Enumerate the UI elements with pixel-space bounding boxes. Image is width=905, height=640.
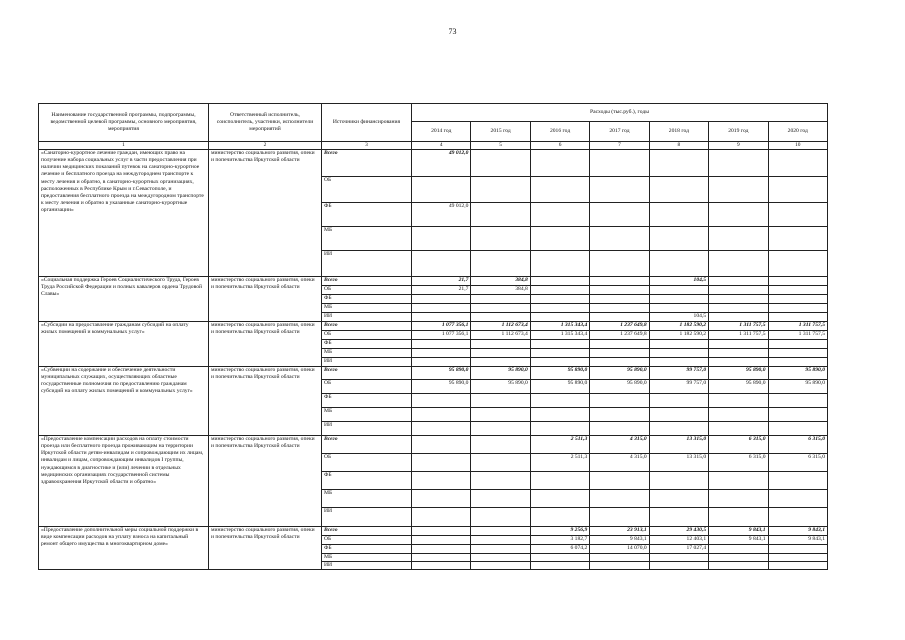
amount-cell: 384,8 [471,277,530,286]
amount-cell: 3 182,7 [530,536,589,545]
funding-source-cell: ОБ [322,536,412,545]
header-year: 2019 год [709,122,768,142]
amount-cell [590,203,649,227]
amount-cell [530,304,589,313]
amount-cell [768,472,827,490]
amount-cell: 104,5 [649,313,708,322]
amount-cell [768,490,827,508]
amount-cell [471,562,530,570]
amount-cell: 1 112 673,4 [471,322,530,331]
amount-cell: 95 890,0 [412,380,471,394]
amount-cell: 6 315,0 [768,436,827,454]
amount-cell [649,251,708,277]
funding-source-cell: Всего [322,150,412,177]
funding-source-cell: ИИ [322,508,412,527]
amount-cell [471,545,530,554]
amount-cell [471,304,530,313]
amount-cell [471,508,530,527]
amount-cell [709,508,768,527]
amount-cell [412,340,471,349]
amount-cell [590,340,649,349]
column-index: 7 [590,142,649,150]
funding-source-cell: ИИ [322,358,412,367]
amount-cell [649,349,708,358]
amount-cell: 2 511,3 [530,436,589,454]
funding-source-cell: Всего [322,322,412,331]
amount-cell [768,394,827,408]
amount-cell [471,472,530,490]
amount-cell [590,554,649,562]
amount-cell [530,313,589,322]
amount-cell [471,203,530,227]
header-year: 2016 год [530,122,589,142]
funding-source-cell: ФБ [322,295,412,304]
amount-cell: 9 256,9 [530,527,589,536]
amount-cell [709,554,768,562]
amount-cell [768,277,827,286]
amount-cell: 104,5 [649,277,708,286]
funding-source-cell: МБ [322,349,412,358]
amount-cell [649,340,708,349]
header-year: 2015 год [471,122,530,142]
amount-cell [471,422,530,436]
amount-cell [471,295,530,304]
amount-cell [412,436,471,454]
amount-cell [412,313,471,322]
amount-cell [709,340,768,349]
amount-cell [590,295,649,304]
amount-cell [709,295,768,304]
funding-source-cell: ИИ [322,562,412,570]
amount-cell [590,472,649,490]
amount-cell [768,177,827,203]
amount-cell [471,227,530,251]
amount-cell [709,490,768,508]
amount-cell: 6 315,0 [768,454,827,472]
amount-cell [768,545,827,554]
amount-cell [649,203,708,227]
amount-cell [709,422,768,436]
column-index: 10 [768,142,827,150]
amount-cell [709,394,768,408]
amount-cell [649,286,708,295]
amount-cell [412,227,471,251]
amount-cell [530,227,589,251]
amount-cell: 9 843,1 [590,536,649,545]
column-index: 2 [209,142,322,150]
amount-cell [768,349,827,358]
header-executor: Ответственный исполнитель, соисполнитель, участники, исполнители мероприятий [209,104,322,142]
amount-cell [412,562,471,570]
funding-source-cell: ИИ [322,313,412,322]
funding-source-cell: ФБ [322,394,412,408]
amount-cell [530,177,589,203]
amount-cell: 95 890,0 [530,380,589,394]
amount-cell [590,408,649,422]
amount-cell [649,150,708,177]
header-funding-source: Источники финансирования [322,104,412,142]
amount-cell [530,295,589,304]
table-row [39,277,828,286]
amount-cell [471,408,530,422]
amount-cell: 95 890,0 [709,380,768,394]
funding-source-cell: ФБ [322,340,412,349]
amount-cell: 95 890,0 [530,367,589,380]
amount-cell [590,313,649,322]
amount-cell: 49 012,0 [412,203,471,227]
amount-cell [768,295,827,304]
program-name-cell: «Предоставление дополнительной меры социальной поддержки в виде компенсации расходов на уплату взноса на капитальный ремонт общего имущества в многоквартирном доме» [39,527,209,570]
amount-cell [768,313,827,322]
amount-cell [412,177,471,203]
amount-cell: 99 757,0 [649,367,708,380]
funding-source-cell: ФБ [322,472,412,490]
amount-cell [530,251,589,277]
amount-cell [412,536,471,545]
amount-cell [590,304,649,313]
amount-cell [590,394,649,408]
program-name-cell: «Предоставление компенсации расходов на оплату стоимости проезда или бесплатного проезда проживающим на территории Иркутской области детям-инвалидам и сопровождающим их лицам, инвалидам и лицам, сопровождающим инвалидов I группы, нуждающимся в диагностике и (или) лечении в отдельных медицинских организациях государственной системы здравоохранения Иркутской области и обратно» [39,436,209,527]
funding-source-cell: МБ [322,408,412,422]
amount-cell [649,562,708,570]
funding-source-cell: Всего [322,527,412,536]
amount-cell [412,349,471,358]
amount-cell [412,358,471,367]
amount-cell [768,227,827,251]
funding-source-cell: ИИ [322,422,412,436]
amount-cell [768,422,827,436]
funding-source-cell: ОБ [322,380,412,394]
amount-cell [412,408,471,422]
amount-cell [412,454,471,472]
amount-cell [530,277,589,286]
amount-cell [530,554,589,562]
funding-source-cell: ФБ [322,545,412,554]
table-row [39,436,828,454]
amount-cell [471,251,530,277]
amount-cell [471,436,530,454]
amount-cell [530,286,589,295]
amount-cell [590,422,649,436]
funding-source-cell: ИИ [322,251,412,277]
amount-cell [471,490,530,508]
amount-cell [649,358,708,367]
amount-cell: 1 237 649,8 [590,331,649,340]
amount-cell: 1 311 757,5 [768,322,827,331]
amount-cell [590,490,649,508]
amount-cell [709,251,768,277]
amount-cell: 1 311 757,5 [709,331,768,340]
amount-cell [530,490,589,508]
funding-source-cell: ОБ [322,286,412,295]
amount-cell [590,508,649,527]
amount-cell [471,313,530,322]
amount-cell [530,340,589,349]
amount-cell [412,508,471,527]
amount-cell [768,251,827,277]
amount-cell [649,295,708,304]
amount-cell [471,454,530,472]
amount-cell [709,472,768,490]
amount-cell [649,227,708,251]
column-index: 8 [649,142,708,150]
amount-cell: 384,8 [471,286,530,295]
amount-cell [709,313,768,322]
amount-cell [471,536,530,545]
amount-cell [709,408,768,422]
amount-cell [530,562,589,570]
amount-cell [649,422,708,436]
amount-cell [649,472,708,490]
amount-cell: 6 074,2 [530,545,589,554]
amount-cell: 23 913,1 [590,527,649,536]
amount-cell [530,508,589,527]
amount-cell: 9 843,1 [709,536,768,545]
amount-cell: 1 315 343,4 [530,331,589,340]
amount-cell: 95 890,0 [768,380,827,394]
funding-source-cell: МБ [322,304,412,313]
amount-cell [709,562,768,570]
amount-cell [412,295,471,304]
amount-cell: 4 315,0 [590,454,649,472]
amount-cell [649,490,708,508]
amount-cell: 12 403,1 [649,536,708,545]
amount-cell [412,394,471,408]
table-body [39,150,828,570]
amount-cell [709,277,768,286]
funding-source-cell: ОБ [322,454,412,472]
header-year: 2018 год [649,122,708,142]
amount-cell: 9 843,1 [768,527,827,536]
amount-cell: 95 890,0 [709,367,768,380]
amount-cell: 13 315,0 [649,436,708,454]
column-index: 5 [471,142,530,150]
column-index: 3 [322,142,412,150]
amount-cell [590,349,649,358]
amount-cell [768,304,827,313]
amount-cell: 95 890,0 [471,380,530,394]
funding-source-cell: ОБ [322,331,412,340]
header-row [39,104,828,122]
amount-cell [412,251,471,277]
amount-cell [590,286,649,295]
expenses-table [38,103,828,570]
header-expenses: Расходы (тыс.руб.), годы [412,104,828,122]
page-number: 73 [448,27,457,36]
amount-cell: 95 890,0 [590,380,649,394]
amount-cell [471,340,530,349]
amount-cell: 1 311 757,5 [768,331,827,340]
program-name-cell: «Субсидии на предоставление гражданам субсидий на оплату жилых помещений и коммунальных услуг» [39,322,209,367]
amount-cell [412,304,471,313]
amount-cell [768,150,827,177]
amount-cell: 95 890,0 [768,367,827,380]
funding-source-cell: Всего [322,367,412,380]
amount-cell [412,490,471,508]
executor-cell: министерство социального развития, опеки и попечительства Иркутской области [209,436,322,527]
amount-cell: 6 315,0 [709,454,768,472]
amount-cell [530,349,589,358]
amount-cell: 95 890,0 [412,367,471,380]
funding-source-cell: Всего [322,436,412,454]
amount-cell [530,408,589,422]
table-row [39,150,828,177]
amount-cell: 13 315,0 [649,454,708,472]
header-year: 2017 год [590,122,649,142]
amount-cell [768,286,827,295]
header-year: 2020 год [768,122,827,142]
amount-cell: 6 315,0 [709,436,768,454]
program-name-cell: «Субвенции на содержание и обеспечение деятельности муниципальных служащих, осуществляющих областные государственные полномочия по предоставлению гражданам субсидий на оплату жилых помещений и коммунальных услуг» [39,367,209,436]
amount-cell: 2 511,3 [530,454,589,472]
amount-cell [412,472,471,490]
funding-source-cell: ОБ [322,177,412,203]
amount-cell: 4 315,0 [590,436,649,454]
amount-cell: 1 182 590,2 [649,331,708,340]
amount-cell: 29 430,5 [649,527,708,536]
executor-cell: министерство социального развития, опеки и попечительства Иркутской области [209,367,322,436]
amount-cell [768,203,827,227]
amount-cell [590,277,649,286]
amount-cell [649,177,708,203]
amount-cell: 95 890,0 [471,367,530,380]
amount-cell [709,304,768,313]
amount-cell [412,554,471,562]
amount-cell [709,545,768,554]
amount-cell [768,340,827,349]
executor-cell: министерство социального развития, опеки и попечительства Иркутской области [209,277,322,322]
amount-cell: 14 070,0 [590,545,649,554]
amount-cell [709,349,768,358]
funding-source-cell: ФБ [322,203,412,227]
amount-cell [412,422,471,436]
amount-cell [709,286,768,295]
amount-cell [530,358,589,367]
amount-cell [649,304,708,313]
amount-cell [649,508,708,527]
amount-cell [530,394,589,408]
amount-cell: 1 077 356,1 [412,331,471,340]
amount-cell [709,177,768,203]
amount-cell [590,251,649,277]
amount-cell: 1 237 649,8 [590,322,649,331]
table-row [39,322,828,331]
amount-cell [471,527,530,536]
amount-cell [709,358,768,367]
funding-source-cell: Всего [322,277,412,286]
amount-cell: 21,7 [412,286,471,295]
amount-cell [590,150,649,177]
program-name-cell: «Санаторно-курортное лечение граждан, имеющих право на получение набора социальных услуг в части предоставления при наличии медицинских показаний путевок на санаторно-курортное лечение и бесплатного проезда на междугороднем транспорте к месту лечения и обратно, в санаторно-курортных организациях, расположенных в Республике Крым и г.Севастополе, и предоставления бесплатного проезда на междугородном транспорте к месту лечения и обратно в указанные санаторно-курортные организации» [39,150,209,277]
funding-source-cell: МБ [322,490,412,508]
amount-cell [590,562,649,570]
header-program-name: Наименование государственной программы, подпрограммы, ведомственной целевой программы, основного мероприятия, мероприятия [39,104,209,142]
executor-cell: министерство социального развития, опеки и попечительства Иркутской области [209,527,322,570]
amount-cell [412,527,471,536]
executor-cell: министерство социального развития, опеки и попечительства Иркутской области [209,322,322,367]
amount-cell [590,358,649,367]
amount-cell [709,227,768,251]
executor-cell: министерство социального развития, опеки и попечительства Иркутской области [209,150,322,277]
table-row [39,367,828,380]
column-index: 1 [39,142,209,150]
amount-cell [471,349,530,358]
amount-cell: 99 757,0 [649,380,708,394]
amount-cell [709,150,768,177]
amount-cell [768,358,827,367]
amount-cell: 95 890,0 [590,367,649,380]
amount-cell [768,562,827,570]
amount-cell [768,554,827,562]
amount-cell [768,408,827,422]
amount-cell: 1 311 757,5 [709,322,768,331]
amount-cell [649,408,708,422]
amount-cell [471,394,530,408]
amount-cell [590,227,649,251]
amount-cell [530,472,589,490]
amount-cell: 1 182 590,2 [649,322,708,331]
column-index-row [39,142,828,150]
program-name-cell: «Социальная поддержка Героев Социалистического Труда, Героев Труда Российской Федерации и полных кавалеров ордена Трудовой Славы» [39,277,209,322]
amount-cell: 17 027,4 [649,545,708,554]
amount-cell: 1 077 356,1 [412,322,471,331]
amount-cell: 1 315 343,4 [530,322,589,331]
amount-cell: 9 843,1 [768,536,827,545]
amount-cell [530,150,589,177]
column-index: 4 [412,142,471,150]
amount-cell [590,177,649,203]
amount-cell [530,203,589,227]
amount-cell [649,394,708,408]
header-year: 2014 год [412,122,471,142]
amount-cell: 9 843,1 [709,527,768,536]
amount-cell [471,177,530,203]
amount-cell: 49 012,0 [412,150,471,177]
amount-cell [649,554,708,562]
table-row [39,527,828,536]
funding-source-cell: МБ [322,227,412,251]
column-index: 9 [709,142,768,150]
amount-cell [709,203,768,227]
amount-cell [768,508,827,527]
amount-cell [412,545,471,554]
amount-cell: 21,7 [412,277,471,286]
amount-cell [530,422,589,436]
column-index: 6 [530,142,589,150]
funding-source-cell: МБ [322,554,412,562]
amount-cell [471,150,530,177]
amount-cell: 1 112 673,4 [471,331,530,340]
amount-cell [471,554,530,562]
amount-cell [471,358,530,367]
